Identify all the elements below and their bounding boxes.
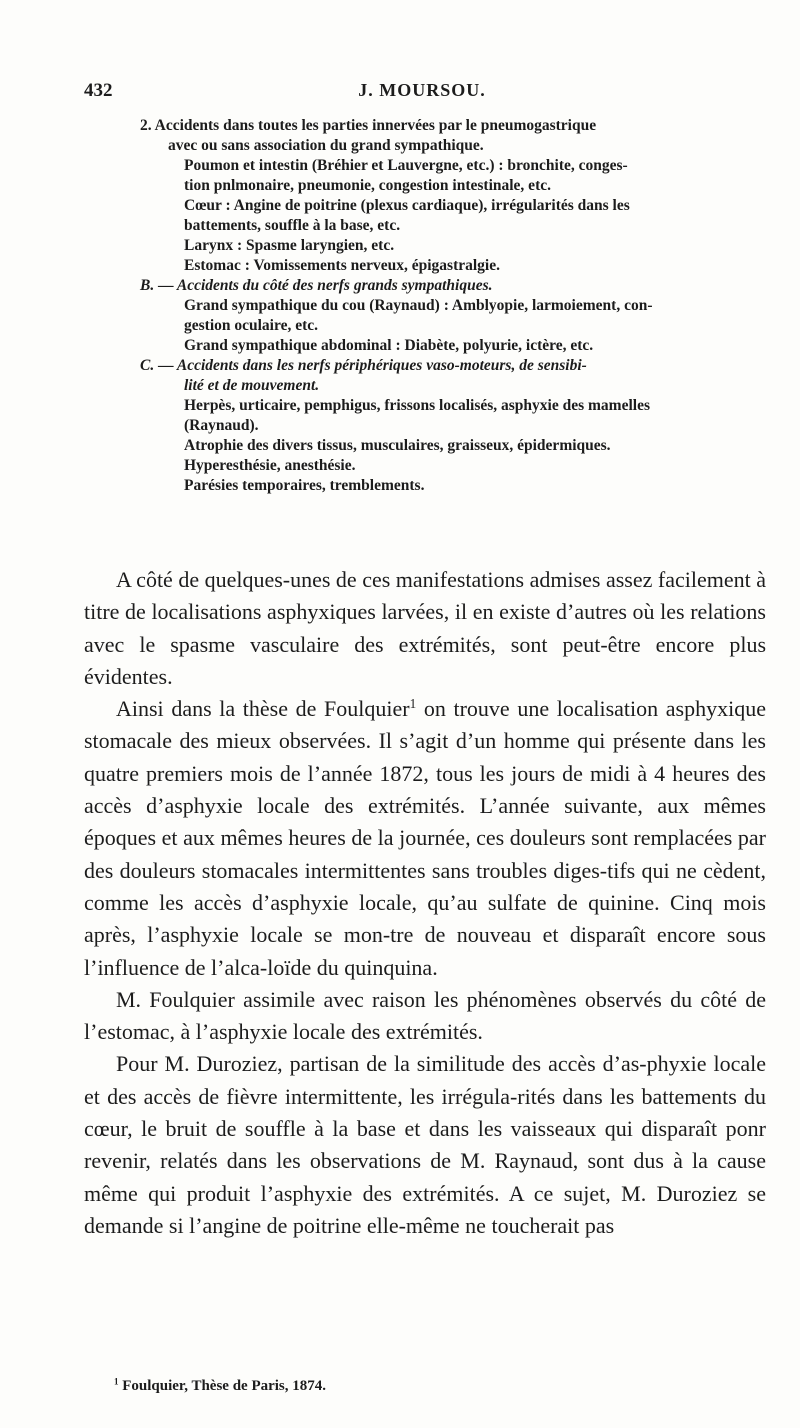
paragraph: Pour M. Duroziez, partisan de la similitude des accès d’as-phyxie locale et des accès de fièvre intermittente, les irrégula-rités dans les battements du cœur, le bruit de souffle à la base et dans les vaisseaux qui disparaît ponr revenir, relatés dans les observations de M. Raynaud, sont dus à la cause même qui produit l’asphyxie des extrémités. A ce sujet, M. Duroziez se demande si l’angine de poitrine elle-même ne toucherait pas: [84, 1051, 766, 1238]
summary-line: 2. Accidents dans toutes les parties innervées par le pneumogastrique: [140, 117, 597, 134]
summary-outline: [140, 116, 772, 496]
summary-line: (Raynaud).: [184, 417, 259, 434]
paragraph-text: on trouve une localisation asphyxique stomacale des mieux observées. Il s’agit d’un homme qui présente dans les quatre premiers mois de l’année 1872, tous les jours de midi à 4 heures des accès d’asphyxie locale des extrémités. L’année suivante, aux mêmes époques et aux mêmes heures de la journée, ces douleurs sont remplacées par des douleurs stomacales intermittentes sans troubles diges-tifs qui ne cèdent, comme les accès d’asphyxie locale, qu’au sulfate de quinine. Cinq mois après, l’asphyxie locale se mon-tre de nouveau et disparaît encore sous l’influence de l’alca-loïde du quinquina.: [84, 696, 766, 980]
body-text: [84, 564, 766, 1242]
summary-line: lité et de mouvement.: [184, 377, 320, 394]
summary-line: Atrophie des divers tissus, musculaires, graisseux, épidermiques.: [184, 437, 611, 454]
page-number: 432: [84, 80, 113, 101]
summary-line: Estomac : Vomissements nerveux, épigastralgie.: [184, 257, 500, 274]
summary-line: Grand sympathique du cou (Raynaud) : Amblyopie, larmoiement, con-: [184, 297, 653, 314]
paragraph: A côté de quelques-unes de ces manifestations admises assez facilement à titre de localisations asphyxiques larvées, il en existe d’autres où les relations avec le spasme vasculaire des extrémités, sont peut-être encore plus évidentes.: [84, 567, 766, 689]
summary-line: Herpès, urticaire, pemphigus, frissons localisés, asphyxie des mamelles: [184, 397, 650, 414]
summary-line: Cœur : Angine de poitrine (plexus cardiaque), irrégularités dans les: [184, 197, 630, 214]
paragraph: M. Foulquier assimile avec raison les phénomènes observés du côté de l’estomac, à l’asphyxie locale des extrémités.: [84, 986, 766, 1045]
summary-line: Larynx : Spasme laryngien, etc.: [184, 237, 395, 254]
summary-line: avec ou sans association du grand sympathique.: [168, 137, 484, 154]
footnote: [114, 1378, 326, 1395]
summary-heading-b: B. — Accidents du côté des nerfs grands sympathiques.: [140, 277, 493, 294]
summary-line: Grand sympathique abdominal : Diabète, polyurie, ictère, etc.: [184, 337, 594, 354]
summary-line: battements, souffle à la base, etc.: [184, 217, 401, 234]
summary-line: Parésies temporaires, tremblements.: [184, 477, 425, 494]
footnote-reference: 1: [409, 696, 417, 712]
footnote-marker: 1: [114, 1376, 119, 1387]
footnote-text: Foulquier, Thèse de Paris, 1874.: [118, 1378, 327, 1394]
summary-heading-c: C. — Accidents dans les nerfs périphériques vaso-moteurs, de sensibi-: [140, 357, 587, 374]
summary-line: Poumon et intestin (Bréhier et Lauvergne, etc.) : bronchite, conges-: [184, 157, 628, 174]
paragraph-text: Ainsi dans la thèse de Foulquier: [116, 696, 410, 722]
running-head: J. MOURSOU.: [358, 80, 486, 100]
page-header: [84, 80, 760, 104]
summary-line: tion pnlmonaire, pneumonie, congestion intestinale, etc.: [184, 177, 551, 194]
summary-line: gestion oculaire, etc.: [184, 317, 319, 334]
summary-line: Hyperesthésie, anesthésie.: [184, 457, 356, 474]
paragraph: [84, 693, 766, 984]
